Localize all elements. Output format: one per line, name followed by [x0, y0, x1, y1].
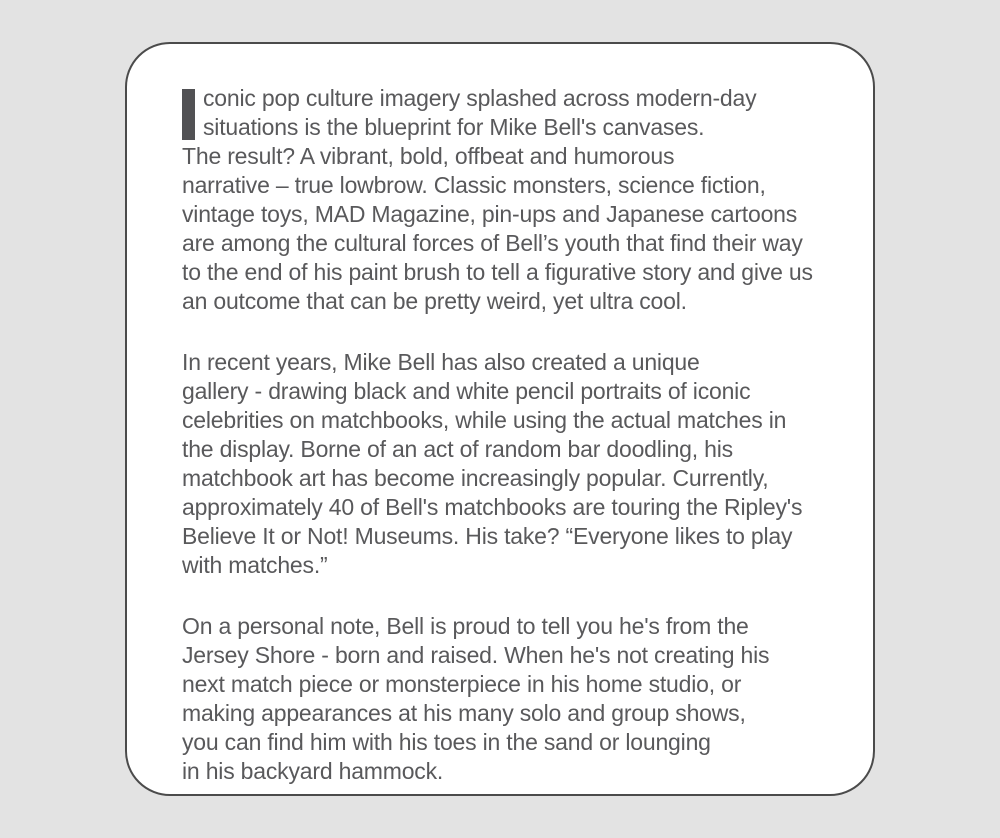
text-line: making appearances at his many solo and group shows,	[182, 700, 746, 726]
text-line: situations is the blueprint for Mike Bell's canvases.	[203, 114, 705, 140]
text-line: with matches.”	[182, 552, 328, 578]
text-line: In recent years, Mike Bell has also created a unique	[182, 349, 700, 375]
text-line: an outcome that can be pretty weird, yet ultra cool.	[182, 288, 687, 314]
text-line: conic pop culture imagery splashed across modern-day	[203, 85, 757, 111]
drop-cap-letter	[182, 89, 195, 140]
text-line: in his backyard hammock.	[182, 758, 444, 784]
text-line: celebrities on matchbooks, while using the actual matches in	[182, 407, 787, 433]
text-line: to the end of his paint brush to tell a figurative story and give us	[182, 259, 813, 285]
text-line: Jersey Shore - born and raised. When he's not creating his	[182, 642, 770, 668]
paragraph-personal	[182, 612, 843, 786]
text-line: the display. Borne of an act of random bar doodling, his	[182, 436, 733, 462]
text-line: you can find him with his toes in the sand or lounging	[182, 729, 711, 755]
text-line: On a personal note, Bell is proud to tell you he's from the	[182, 613, 749, 639]
paragraph-matchbooks	[182, 348, 843, 580]
text-line: next match piece or monsterpiece in his home studio, or	[182, 671, 742, 697]
text-line: Believe It or Not! Museums. His take? “Everyone likes to play	[182, 523, 793, 549]
bio-card	[125, 42, 875, 796]
text-line: are among the cultural forces of Bell’s youth that find their way	[182, 230, 803, 256]
paragraph-intro	[182, 84, 843, 316]
text-line: gallery - drawing black and white pencil portraits of iconic	[182, 378, 751, 404]
text-line: approximately 40 of Bell's matchbooks are touring the Ripley's	[182, 494, 803, 520]
text-line: narrative – true lowbrow. Classic monsters, science fiction,	[182, 172, 766, 198]
text-line: The result? A vibrant, bold, offbeat and humorous	[182, 143, 675, 169]
text-line: matchbook art has become increasingly popular. Currently,	[182, 465, 769, 491]
bio-text	[127, 44, 873, 786]
text-line: vintage toys, MAD Magazine, pin-ups and Japanese cartoons	[182, 201, 798, 227]
